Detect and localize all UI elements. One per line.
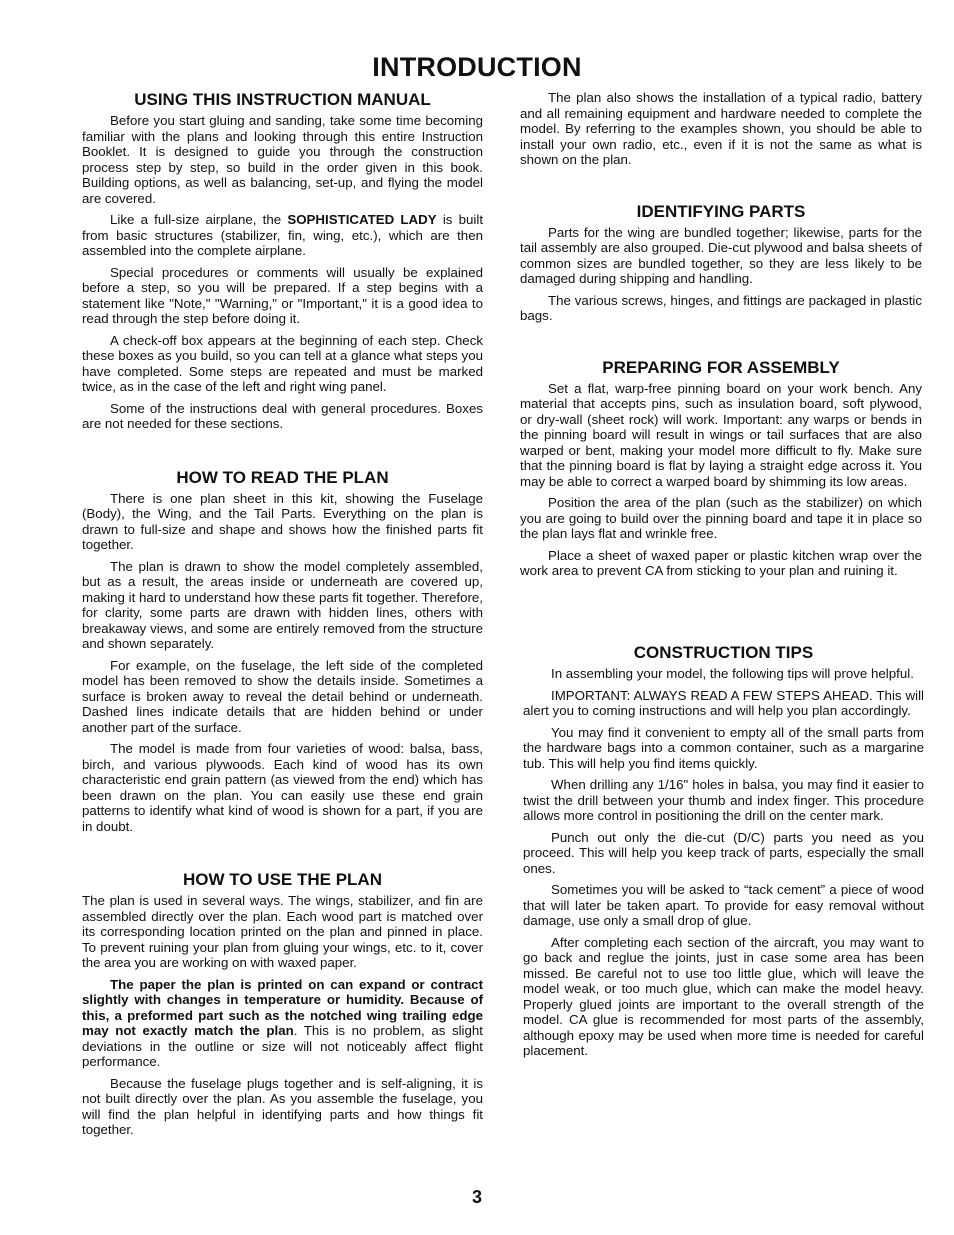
page-number: 3 [471, 1187, 482, 1207]
paragraph [82, 212, 483, 259]
paragraph [82, 977, 483, 1070]
paragraph: There is one plan sheet in this kit, showing the Fuselage (Body), the Wing, and the Tail Parts. Everything on the plan is drawn to full-size and shape and shows how the finished parts fit together. [82, 490, 483, 552]
product-name: SOPHISTICATED LADY [287, 212, 437, 227]
paragraph: Special procedures or comments will usually be explained before a step, so you will be prepared. If a step begins with a statement like "Note," "Warning," or "Important," it is a good idea to read through the step before doing it. [82, 264, 483, 326]
paragraph: Because the fuselage plugs together and is self-aligning, it is not built directly over the plan. As you assemble the fuselage, you will find the plan helpful in identifying parts and how things fit together. [82, 1075, 483, 1137]
paragraph: Position the area of the plan (such as the stabilizer) on which you are going to build over the pinning board and tape it in place so the plan lays flat and wrinkle free. [520, 495, 922, 541]
paragraph: The model is made from four varieties of wood: balsa, bass, birch, and various plywoods. Each kind of wood has its own characteristic end grain pattern (as viewed from the end) which has been drawn on the plan. You can easily use these end grain patterns to identify what kind of wood is shown for a part, if you are in doubt. [82, 741, 483, 834]
section-heading-construction-tips: CONSTRUCTION TIPS [633, 643, 814, 662]
paragraph: When drilling any 1/16" holes in balsa, you may find it easier to twist the drill between your thumb and index finger. This procedure allows more control in positioning the drill on the center mark. [523, 777, 924, 823]
paragraph: IMPORTANT: ALWAYS READ A FEW STEPS AHEAD. This will alert you to coming instructions and will help you plan accordingly. [523, 687, 924, 718]
paragraph: After completing each section of the aircraft, you may want to go back and reglue the joints, just in case some area has been missed. Be careful not to use too little glue, which will leave the model weak, or too much glue, which can make the model heavy. Properly glued joints are important to the overall strength of the model. CA glue is recommended for most parts of the assembly, although epoxy may be used when more time is needed for careful placement. [523, 934, 924, 1058]
text-run: . This is no problem, as slight deviations in the outline or size will not noticeably affect flight performance. [82, 1023, 483, 1069]
paragraph: Parts for the wing are bundled together; likewise, parts for the tail assembly are also grouped. Die-cut plywood and balsa sheets of common sizes are bundled together, so they are less likely to be damaged during shipping and handling. [520, 224, 922, 286]
left-column [82, 90, 483, 1144]
section-heading-read-plan: HOW TO READ THE PLAN [176, 467, 389, 487]
paragraph: The plan is drawn to show the model completely assembled, but as a result, the areas inside or underneath are covered up, making it hard to understand how these parts fit together. Therefore, for clarity, some parts are drawn with hidden lines, others with breakaway views, and some are entirely removed from the structure and shown separately. [82, 558, 483, 651]
section-heading-using-manual: USING THIS INSTRUCTION MANUAL [134, 90, 431, 109]
paragraph: The plan also shows the installation of a typical radio, battery and all remaining equipment and hardware needed to complete the model. By referring to the examples shown, you should be able to install your own radio, etc., even if it is not the same as what is shown on the plan. [520, 90, 922, 167]
right-column-upper [520, 90, 922, 585]
section-heading-preparing-assembly: PREPARING FOR ASSEMBLY [602, 357, 840, 377]
paragraph: Set a flat, warp-free pinning board on your work bench. Any material that accepts pins, such as insulation board, soft plywood, or dry-wall (sheet rock) will work. Important: any warps or bends in the pinning board will result in wings or tail surfaces that are also warped or bent, making your model more difficult to fly. Make sure that the pinning board is flat by laying a straight edge across it. You may be able to correct a warped board by shimming its low areas. [520, 380, 922, 489]
paragraph: In assembling your model, the following tips will prove helpful. [551, 666, 914, 681]
page-title: INTRODUCTION [372, 52, 582, 82]
paragraph: For example, on the fuselage, the left side of the completed model has been removed to show the details inside. Sometimes a surface is broken away to reveal the detail behind or underneath. Dashed lines indicate details that are hidden behind or under another part of the surface. [82, 657, 483, 735]
paragraph: Punch out only the die-cut (D/C) parts you need as you proceed. This will help you keep track of parts, especially the small ones. [523, 829, 924, 876]
paragraph: You may find it convenient to empty all of the small parts from the hardware bags into a common container, such as a margarine tub. This will help you find items quickly. [523, 724, 924, 771]
paragraph: Sometimes you will be asked to “tack cement” a piece of wood that will later be taken apart. To provide for easy removal without damage, use only a small drop of glue. [523, 882, 924, 928]
paragraph: A check-off box appears at the beginning of each step. Check these boxes as you build, so you can tell at a glance what steps you have completed. Some steps are repeated and must be marked twice, as in the case of the left and right wing panel. [82, 332, 483, 394]
text-run: Like a full-size airplane, the [110, 212, 288, 227]
paragraph: Place a sheet of waxed paper or plastic kitchen wrap over the work area to prevent CA from sticking to your plan and ruining it. [520, 547, 922, 578]
section-heading-use-plan: HOW TO USE THE PLAN [183, 870, 382, 889]
right-column-lower [523, 643, 924, 1065]
paragraph: The various screws, hinges, and fittings are packaged in plastic bags. [520, 292, 922, 323]
paragraph: Some of the instructions deal with general procedures. Boxes are not needed for these sections. [82, 400, 483, 431]
paragraph: Before you start gluing and sanding, take some time becoming familiar with the plans and looking through this entire Instruction Booklet. It is designed to guide you through the construction process step by step, so build in the order given in this book. Building options, as well as balancing, set-up, and flying the model are covered. [82, 113, 483, 206]
paragraph: The plan is used in several ways. The wings, stabilizer, and fin are assembled directly over the plan. Each wood part is matched over its corresponding location printed on the plan and pinned in place. To prevent ruining your plan from gluing your wings, etc. to it, cover the area you are working on with waxed paper. [82, 893, 483, 970]
section-heading-identifying-parts: IDENTIFYING PARTS [636, 201, 806, 221]
text-run: is built from basic structures (stabilizer, fin, wing, etc.), which are then assembled into the complete airplane. [82, 212, 484, 258]
bold-warning: The paper the plan is printed on can expand or contract slightly with changes in temperature or humidity. Because of this, a preformed part such as the notched wing trailing edge may not exactly match the plan [82, 976, 483, 1038]
